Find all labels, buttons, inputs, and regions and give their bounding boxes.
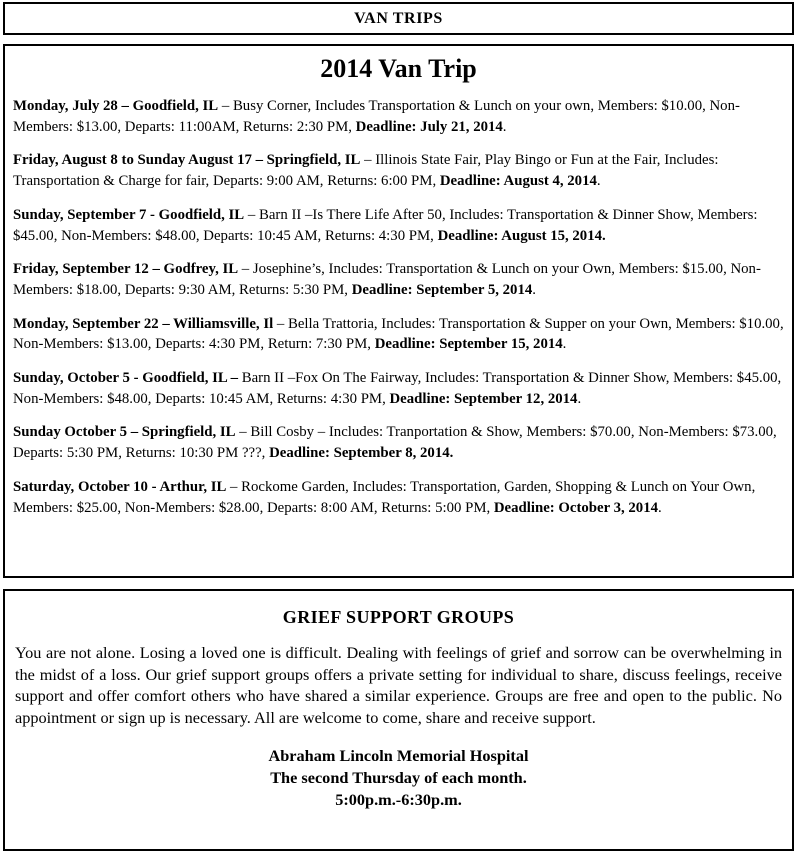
grief-footer-line-schedule: The second Thursday of each month. — [270, 767, 527, 787]
trip-lead: Friday, August 8 to Sunday August 17 – Springfield, IL — [13, 152, 361, 169]
trip-entry — [13, 150, 784, 191]
trip-deadline: Deadline: September 5, 2014 — [351, 281, 533, 298]
trip-entry — [13, 96, 784, 137]
trip-body: – Bella Trattoria, Includes: Transportation & Supper on your Own, Members: $10.00, Non-Members: $13.00, Departs: 4:30 PM, Return: 7:30 PM, — [13, 315, 784, 353]
trip-deadline: Deadline: August 4, 2014 — [439, 173, 597, 190]
trip-body: – Illinois State Fair, Play Bingo or Fun at the Fair, Includes: Transportation & Charge for fair, Departs: 9:00 AM, Returns: 6:00 PM, — [13, 152, 719, 190]
trip-entry — [13, 477, 784, 518]
trip-lead: Monday, July 28 – Goodfield, IL — [13, 98, 219, 114]
trip-lead: Sunday, September 7 - Goodfield, IL — [13, 206, 245, 223]
trip-lead: Sunday October 5 – Springfield, IL — [13, 424, 236, 441]
trip-tail: . — [562, 336, 567, 353]
trip-deadline: Deadline: September 12, 2014 — [389, 390, 578, 407]
trip-lead: Sunday, October 5 - Goodfield, IL – — [13, 370, 239, 387]
van-trip-title: 2014 Van Trip — [320, 54, 477, 83]
trip-entry — [13, 314, 784, 355]
trip-lead: Friday, September 12 – Godfrey, IL — [13, 261, 239, 278]
grief-support-title: GRIEF SUPPORT GROUPS — [282, 607, 515, 627]
trip-tail: . — [596, 173, 601, 190]
trip-entry — [13, 422, 784, 463]
trip-tail: . — [658, 499, 662, 516]
grief-support-paragraph: You are not alone. Losing a loved one is difficult. Dealing with feelings of grief and sorrow can be overwhelming in the midst of a loss. Our grief support groups offers a private setting for individual to share, discuss feelings, receive support and offer comfort others who have shared a similar experience. Groups are free and open to the public. No appointment or sign up is necessary. All are welcome to come, share and receive support. — [15, 643, 782, 728]
trip-body: – Busy Corner, Includes Transportation & Lunch on your own, Members: $10.00, Non-Members: $13.00, Departs: 11:00AM, Returns: 2:30 PM, — [13, 98, 740, 135]
trip-entry — [13, 205, 784, 246]
trip-body: – Barn II –Is There Life After 50, Includes: Transportation & Dinner Show, Members: $45.00, Non-Members: $48.00, Departs: 10:45 AM, Returns: 4:30 PM, — [13, 206, 758, 244]
trip-entry — [13, 368, 784, 409]
trip-tail: . — [502, 118, 507, 135]
trip-entry — [13, 259, 784, 300]
trip-deadline: Deadline: July 21, 2014 — [355, 118, 503, 135]
grief-footer-line-hospital: Abraham Lincoln Memorial Hospital — [268, 745, 529, 765]
van-trips-header-title: VAN TRIPS — [354, 9, 443, 27]
van-trips-header-box — [3, 2, 794, 35]
trip-tail: . — [532, 281, 536, 298]
trip-lead: Saturday, October 10 - Arthur, IL — [13, 478, 227, 495]
trip-tail: . — [577, 390, 582, 407]
trip-deadline: Deadline: September 15, 2014 — [374, 336, 563, 353]
trip-lead: Monday, September 22 – Williamsville, Il — [13, 315, 274, 332]
trip-body: Barn II –Fox On The Fairway, Includes: Transportation & Dinner Show, Members: $45.00, Non-Members: $48.00, Departs: 10:45 AM, Returns: 4:30 PM, — [13, 370, 782, 407]
grief-support-footer — [15, 745, 782, 811]
grief-support-box — [3, 589, 794, 851]
trip-body: – Bill Cosby – Includes: Tranportation & Show, Members: $70.00, Non-Members: $73.00, Departs: 5:30 PM, Returns: 10:30 PM ???, — [13, 424, 777, 462]
van-trip-list-box — [3, 44, 794, 578]
grief-footer-line-time: 5:00p.m.-6:30p.m. — [335, 789, 462, 809]
trip-body: – Josephine’s, Includes: Transportation & Lunch on your Own, Members: $15.00, Non-Members: $18.00, Departs: 9:30 AM, Returns: 5:30 PM, — [13, 261, 761, 298]
trip-deadline: Deadline: September 8, 2014. — [269, 445, 454, 462]
trip-deadline: Deadline: October 3, 2014 — [493, 499, 658, 516]
trip-body: – Rockome Garden, Includes: Transportation, Garden, Shopping & Lunch on Your Own, Members: $25.00, Non-Members: $28.00, Departs: 8:00 AM, Returns: 5:00 PM, — [13, 478, 756, 516]
trip-deadline: Deadline: August 15, 2014. — [437, 227, 606, 244]
